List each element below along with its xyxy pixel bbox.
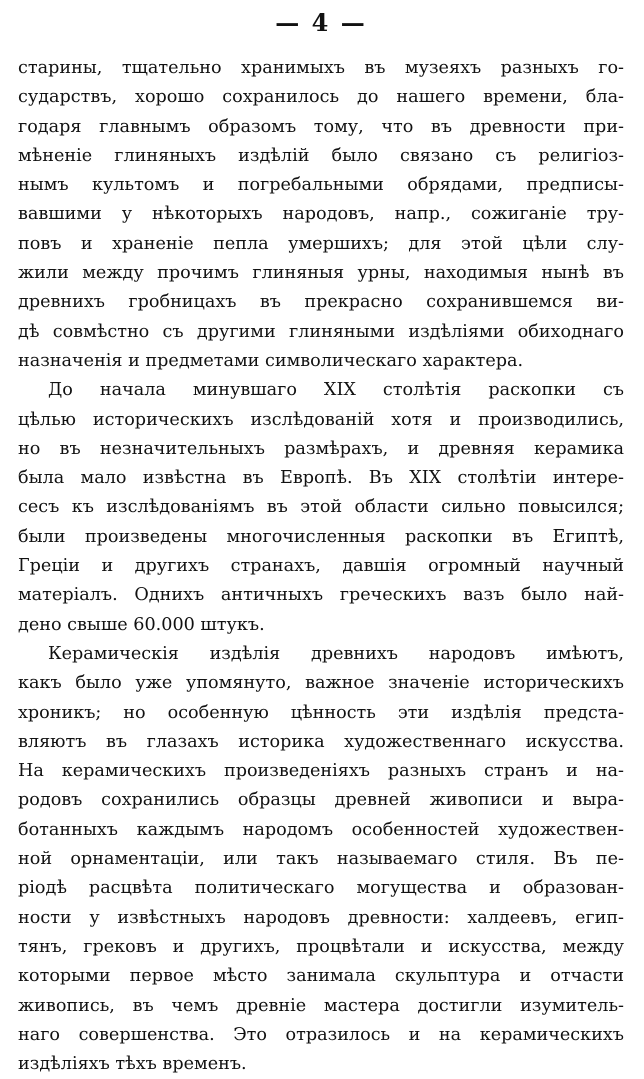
text-line: ности у извѣстныхъ народовъ древности: халдеевъ, егип-: [18, 907, 624, 928]
text-line: вляютъ въ глазахъ историка художественнаго искусства.: [18, 731, 624, 752]
text-line: дѣ совмѣстно съ другими глиняными издѣліями обиходнаго: [18, 321, 624, 342]
paragraph: [18, 640, 624, 1079]
text-line: нымъ культомъ и погребальными обрядами, предписы-: [18, 175, 624, 196]
document-page: [18, 0, 624, 1075]
text-line: дено свыше 60.000 штукъ.: [18, 614, 265, 635]
text-line: ріодѣ расцвѣта политическаго могущества и образован-: [18, 878, 624, 899]
text-line: назначенія и предметами символическаго характера.: [18, 350, 524, 371]
text-line: мѣненіе глиняныхъ издѣлій было связано съ религіоз-: [18, 145, 624, 166]
text-line: жили между прочимъ глиняныя урны, находимыя нынѣ въ: [18, 263, 624, 284]
text-line: издѣліяхъ тѣхъ временъ.: [18, 1054, 247, 1075]
paragraph: [18, 54, 624, 376]
text-line: тянъ, грековъ и другихъ, процвѣтали и искусства, между: [18, 936, 624, 957]
text-line: Греціи и другихъ странахъ, давшія огромный научный: [18, 556, 624, 577]
text-line: родовъ сохранились образцы древней живописи и выра-: [18, 790, 624, 811]
text-line: хроникъ; но особенную цѣнность эти издѣлія предста-: [18, 702, 624, 723]
text-line: Керамическія издѣлія древнихъ народовъ имѣютъ,: [48, 643, 624, 664]
text-line: сударствъ, хорошо сохранилось до нашего времени, бла-: [18, 87, 624, 108]
text-line: годаря главнымъ образомъ тому, что въ древности при-: [18, 116, 624, 137]
text-line: наго совершенства. Это отразилось и на керамическихъ: [18, 1024, 624, 1045]
text-line: какъ было уже упомянуто, важное значеніе историческихъ: [18, 673, 624, 694]
text-line: ботанныхъ каждымъ народомъ особенностей художествен-: [18, 819, 624, 840]
text-line: но въ незначительныхъ размѣрахъ, и древняя керамика: [18, 438, 624, 459]
text-line: ной орнаментаціи, или такъ называемаго стиля. Въ пе-: [18, 849, 624, 870]
text-line: живопись, въ чемъ древніе мастера достигли изумитель-: [18, 995, 624, 1016]
text-line: цѣлью историческихъ изслѣдованій хотя и производились,: [18, 409, 624, 430]
text-line: На керамическихъ произведеніяхъ разныхъ странъ и на-: [18, 761, 624, 782]
page-number: — 4 —: [275, 8, 367, 37]
text-line: древнихъ гробницахъ въ прекрасно сохранившемся ви-: [18, 292, 624, 313]
text-line: сесъ къ изслѣдованіямъ въ этой области сильно повысился;: [18, 497, 624, 518]
text-line: матеріалъ. Однихъ античныхъ греческихъ вазъ было най-: [18, 585, 624, 606]
text-line: До начала минувшаго XIX столѣтія раскопки съ: [48, 380, 624, 401]
text-line: повъ и храненіе пепла умершихъ; для этой цѣли слу-: [18, 233, 624, 254]
text-line: старины, тщательно хранимыхъ въ музеяхъ разныхъ го-: [18, 58, 624, 78]
body-text: [18, 54, 624, 1079]
text-line: была мало извѣстна въ Европѣ. Въ XIX столѣтіи интере-: [18, 468, 624, 489]
text-line: вавшими у нѣкоторыхъ народовъ, напр., сожиганіе тру-: [18, 204, 624, 225]
paragraph: [18, 376, 624, 640]
text-line: были произведены многочисленныя раскопки въ Египтѣ,: [18, 526, 624, 547]
text-line: которыми первое мѣсто занимала скульптура и отчасти: [18, 966, 624, 987]
